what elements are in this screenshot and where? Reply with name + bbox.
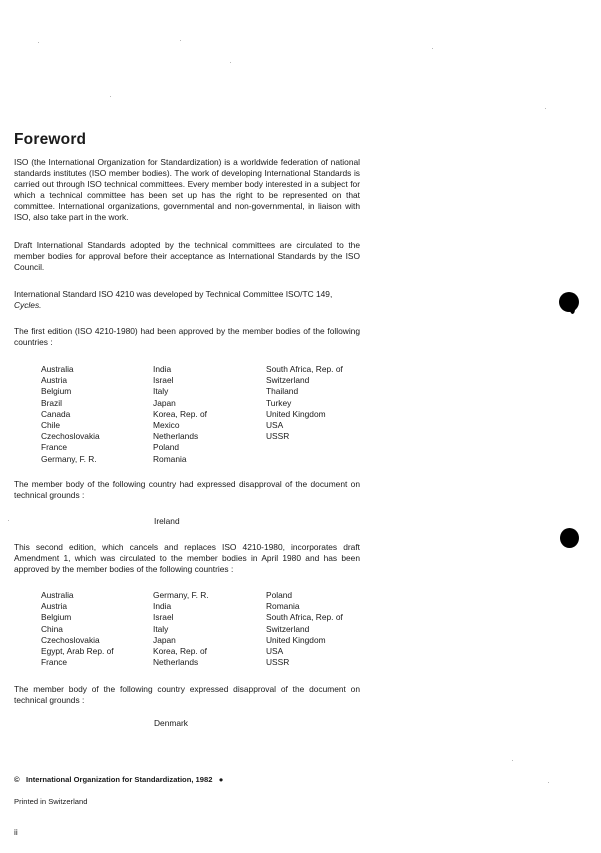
disapproval-paragraph-2: The member body of the following country expressed disapproval of the document on technical grounds : (14, 684, 360, 705)
scan-speck (180, 40, 181, 41)
copyright-text: International Organization for Standardization, 1982 (25, 775, 213, 784)
scan-speck (432, 48, 433, 49)
country-name: France (41, 442, 68, 453)
intro-paragraph: ISO (the International Organization for Standardization) is a worldwide federation of national standards institutes (ISO member bodies). The work of developing International Standards is carried out through ISO technical committees. Every member body interested in a subject for which a technical committee has been set up has the right to be represented on that committee. International organizations, governmental and non-governmental, in liaison with ISO, also take part in the work. (14, 157, 360, 222)
developed-paragraph (14, 289, 360, 311)
country-name: USA (266, 646, 284, 657)
country-name: Romania (266, 601, 300, 612)
country-name: Egypt, Arab Rep. of (41, 646, 114, 657)
country-column-2 (153, 364, 263, 465)
country-name: USA (266, 420, 284, 431)
country-name: Thailand (266, 386, 299, 397)
scan-speck (8, 520, 9, 521)
country-name: Czechoslovakia (41, 634, 100, 645)
page-number: ii (14, 827, 18, 837)
printed-location: Printed in Switzerland (14, 797, 88, 806)
country-name: USSR (266, 431, 290, 442)
country-column-3 (266, 364, 376, 442)
country-name: Australia (41, 590, 74, 600)
country-name: Switzerland (266, 623, 310, 634)
country-name: United Kingdom (266, 634, 326, 645)
scan-speck (545, 108, 546, 109)
country-name: South Africa, Rep. of (266, 364, 343, 374)
country-name: Belgium (41, 612, 72, 623)
country-name: Poland (153, 442, 180, 453)
scan-speck (110, 96, 111, 97)
country-name: Austria (41, 375, 68, 386)
country-name: United Kingdom (266, 408, 326, 419)
country-column-1 (41, 364, 151, 465)
draft-paragraph: Draft International Standards adopted by the technical committees are circulated to the member bodies for approval before their acceptance as International Standards by the ISO Council. (14, 240, 360, 272)
country-name: Italy (153, 623, 169, 634)
country-name: Israel (153, 612, 174, 623)
country-name: South Africa, Rep. of (266, 612, 343, 623)
country-name: Belgium (41, 386, 72, 397)
country-name: Japan (153, 634, 176, 645)
scan-speck (548, 782, 549, 783)
country-name: Japan (153, 397, 176, 408)
committee-name: Cycles. (14, 300, 42, 310)
country-name: China (41, 623, 63, 634)
country-name: Korea, Rep. of (153, 646, 208, 657)
country-column-1 (41, 590, 151, 668)
country-name: Israel (153, 375, 174, 386)
country-name: Germany, F. R. (41, 453, 97, 464)
country-name: Germany, F. R. (153, 590, 209, 600)
disapproving-country-2: Denmark (154, 718, 188, 728)
country-name: USSR (266, 657, 290, 668)
page-title: Foreword (14, 131, 87, 148)
country-name: Chile (41, 420, 61, 431)
country-name: Netherlands (153, 431, 199, 442)
country-name: Italy (153, 386, 169, 397)
country-name: Turkey (266, 397, 292, 408)
scan-speck (38, 42, 39, 43)
first-edition-paragraph: The first edition (ISO 4210-1980) had been approved by the member bodies of the following countries : (14, 326, 360, 347)
disapproving-country-1: Ireland (154, 516, 180, 526)
punch-hole-tail (570, 305, 575, 314)
country-name: India (153, 364, 172, 374)
bullet-icon: ● (218, 775, 224, 784)
country-name: India (153, 601, 172, 612)
country-name: Poland (266, 590, 293, 600)
country-name: Switzerland (266, 375, 310, 386)
scan-speck (512, 760, 513, 761)
country-name: Romania (153, 453, 187, 464)
country-name: Austria (41, 601, 68, 612)
second-edition-paragraph: This second edition, which cancels and replaces ISO 4210-1980, incorporates draft Amendment 1, which was circulated to the member bodies in April 1980 and has been approved by the member bodies of the following countries : (14, 542, 360, 574)
copyright-symbol: © (14, 775, 20, 784)
country-name: Korea, Rep. of (153, 408, 208, 419)
country-column-3 (266, 590, 376, 668)
disapproval-paragraph-1: The member body of the following country had expressed disapproval of the document on technical grounds : (14, 479, 360, 500)
copyright-notice (14, 775, 223, 784)
country-name: Canada (41, 408, 71, 419)
developed-text: International Standard ISO 4210 was developed by Technical Committee ISO/TC 149, (14, 289, 333, 299)
country-name: Netherlands (153, 657, 199, 668)
country-name: Czechoslovakia (41, 431, 100, 442)
punch-hole-icon (560, 528, 579, 548)
country-column-2 (153, 590, 263, 668)
country-name: Brazil (41, 397, 62, 408)
country-name: Mexico (153, 420, 180, 431)
country-name: Australia (41, 364, 74, 374)
country-name: France (41, 657, 68, 668)
scan-speck (230, 62, 231, 63)
punch-hole-icon (559, 292, 579, 312)
